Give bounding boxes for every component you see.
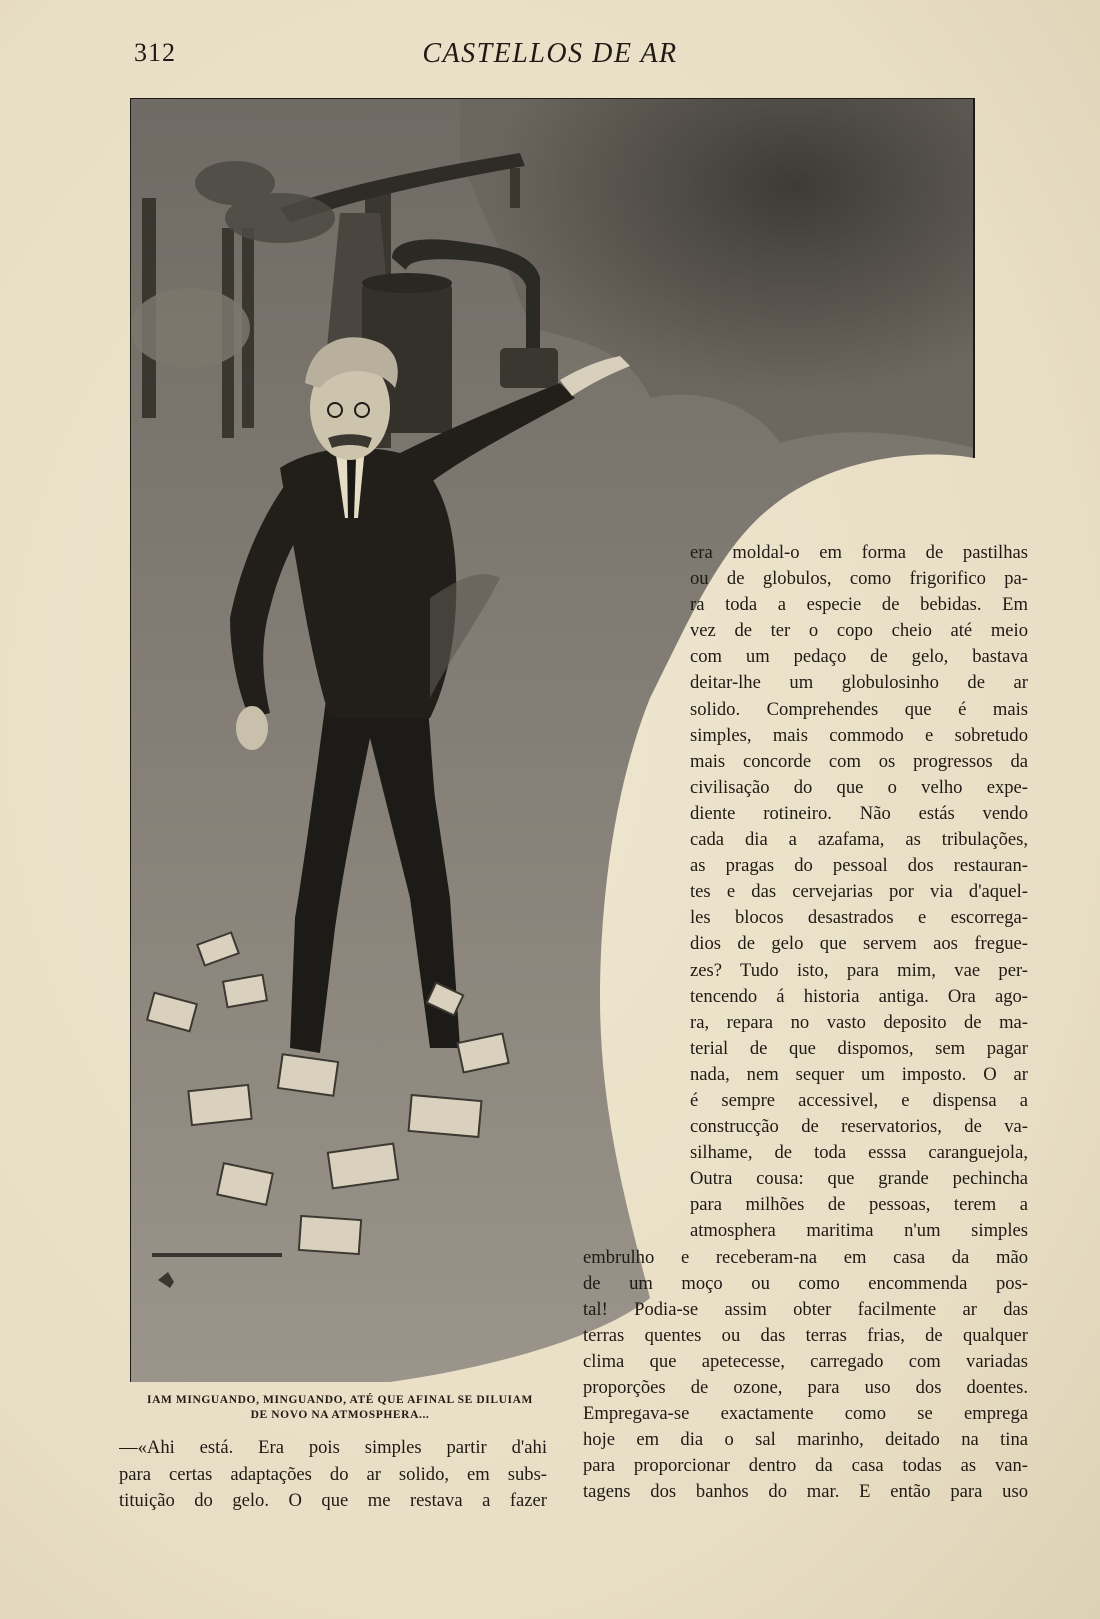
text-line: mais concorde com os progressos da [690,750,1028,772]
text-line: Outra cousa: que grande pechincha [690,1168,1028,1190]
text-line: Empregava-se exactamente como se emprega [583,1403,1028,1425]
text-line: atmosphera maritima n'um simples [690,1220,1028,1242]
caption-line: IAM MINGUANDO, MINGUANDO, ATÉ QUE AFINAL SE DILUIAM [147,1394,533,1406]
text-line: tal! Podia-se assim obter facilmente ar das [583,1298,1028,1320]
text-line: para certas adaptações do ar solido, em subs- [119,1463,547,1485]
text-line: ra, repara no vasto deposito de ma- [690,1011,1028,1033]
page-number: 312 [134,38,176,67]
text-line: silhame, de toda esssa caranguejola, [690,1142,1028,1164]
text-line: embrulho e receberam-na em casa da mão [583,1246,1028,1268]
text-line: era moldal-o em forma de pastilhas [690,542,1028,563]
text-line: ra toda a especie de bebidas. Em [690,594,1028,616]
text-line: dios de gelo que servem aos fregue- [690,933,1028,955]
text-line: terial de que dispomos, sem pagar [690,1037,1028,1059]
text-line: tencendo á historia antiga. Ora ago- [690,985,1028,1007]
figure-caption [115,1393,565,1423]
text-line: diente rotineiro. Não estás vendo [690,802,1028,824]
text-line: hoje em dia o sal marinho, deitado na tina [583,1429,1028,1451]
right-column-text [583,540,1028,1505]
text-line: proporções de ozone, para uso dos doentes. [583,1377,1028,1398]
caption-line: DE NOVO NA ATMOSPHERA... [250,1409,430,1421]
text-line: tes e das cervejarias por via d'aquel- [690,881,1028,903]
text-line: para milhões de pessoas, terem a [690,1194,1028,1216]
text-line: les blocos desastrados e escorrega- [690,907,1028,929]
text-line: simples, mais commodo e sobretudo [690,724,1028,746]
text-line: tituição do gelo. O que me restava a fazer [119,1490,547,1511]
text-line: construcção de reservatorios, de va- [690,1116,1028,1138]
left-column-text [119,1435,547,1515]
text-line: nada, nem sequer um imposto. O ar [690,1063,1028,1085]
text-line: —«Ahi está. Era pois simples partir d'ahi [119,1437,547,1458]
text-line: ou de globulos, como frigorifico pa- [690,568,1028,590]
text-line: civilisação do que o velho expe- [690,776,1028,798]
text-line: cada dia a azafama, as tribulações, [690,829,1028,851]
text-line: tagens dos banhos do mar. E então para uso [583,1481,1028,1503]
text-line: com um pedaço de gelo, bastava [690,646,1028,668]
text-line: para proporcionar dentro da casa todas as van- [583,1455,1028,1477]
text-line: vez de ter o copo cheio até meio [690,620,1028,642]
text-line: é sempre accessivel, e dispensa a [690,1089,1028,1111]
text-line: terras quentes ou das terras frias, de qualquer [583,1324,1028,1346]
running-title: CASTELLOS DE AR [422,38,678,69]
text-line: deitar-lhe um globulosinho de ar [690,672,1028,694]
text-line: de um moço ou como encommenda pos- [583,1272,1028,1294]
text-line: clima que apetecesse, carregado com variadas [583,1350,1028,1372]
text-line: zes? Tudo isto, para mim, vae per- [690,959,1028,981]
text-line: solido. Comprehendes que é mais [690,698,1028,720]
text-line: as pragas do pessoal dos restauran- [690,855,1028,877]
